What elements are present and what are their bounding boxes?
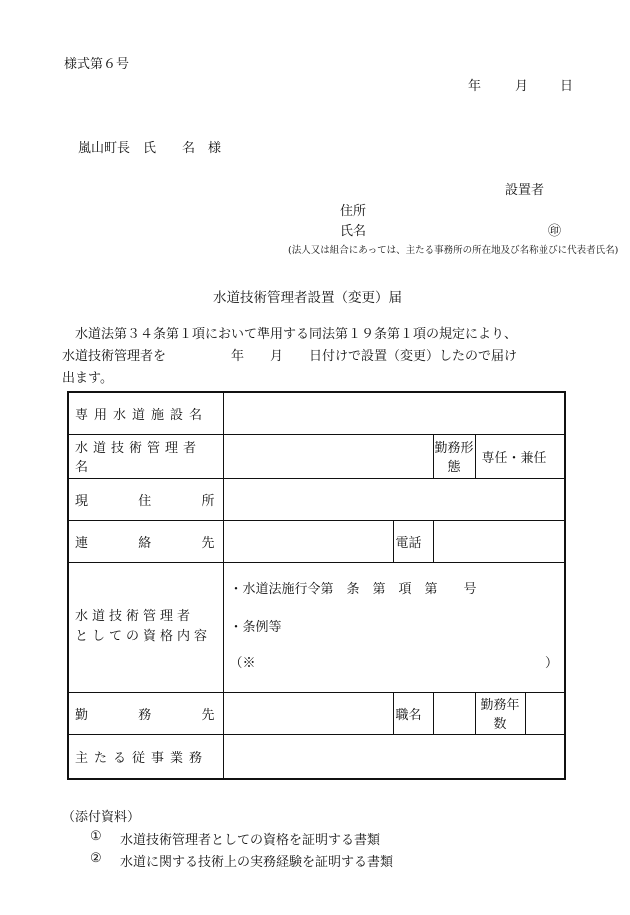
address-label: 住所 bbox=[340, 204, 367, 219]
label-address: 現 住 所 bbox=[68, 478, 223, 520]
label-main-duties: 主たる従事業務 bbox=[68, 734, 223, 779]
seal-mark: ㊞ bbox=[548, 224, 562, 239]
years-of-service-field[interactable] bbox=[525, 692, 565, 734]
label-facility-name: 専用水道施設名 bbox=[68, 392, 223, 434]
qualification-field[interactable] bbox=[223, 562, 565, 692]
attachment-num-2: ② bbox=[90, 851, 102, 866]
label-workplace: 勤 務 先 bbox=[68, 692, 223, 734]
contact-field[interactable] bbox=[223, 520, 393, 562]
body-line-3: 出ます。 bbox=[62, 371, 113, 386]
attachment-num-1: ① bbox=[90, 829, 102, 844]
address-field[interactable] bbox=[223, 478, 565, 520]
workplace-field[interactable] bbox=[223, 692, 393, 734]
applicant-role: 設置者 bbox=[505, 183, 545, 198]
qual-note-close: ） bbox=[545, 656, 559, 671]
addressee: 嵐山町長 氏 名 様 bbox=[78, 141, 222, 156]
body-line-2: 水道技術管理者を 年 月 日付けで設置（変更）したので届け bbox=[62, 349, 518, 364]
label-years-of-service: 勤務年数 bbox=[475, 692, 525, 734]
label-qualification: 水道技術管理者 としての資格内容 bbox=[68, 562, 223, 692]
qual-ordinance-line: ・条例等 bbox=[229, 620, 282, 635]
name-label: 氏名 bbox=[340, 224, 367, 239]
position-field[interactable] bbox=[433, 692, 475, 734]
date-day: 日 bbox=[560, 79, 574, 94]
label-work-form: 勤務形態 bbox=[433, 434, 475, 478]
label-contact: 連 絡 先 bbox=[68, 520, 223, 562]
attachment-text-2: 水道に関する技術上の実務経験を証明する書類 bbox=[120, 855, 394, 870]
form-number: 様式第６号 bbox=[64, 57, 130, 72]
qual-note-open: （※ bbox=[229, 656, 256, 671]
phone-field[interactable] bbox=[433, 520, 565, 562]
corporation-note: (法人又は組合にあっては、主たる事務所の所在地及び名称並びに代表者氏名) bbox=[288, 245, 619, 256]
body-line-1: 水道法第３４条第１項において準用する同法第１９条第１項の規定により、 bbox=[75, 327, 518, 342]
date-year: 年 bbox=[468, 79, 482, 94]
label-position: 職名 bbox=[393, 692, 433, 734]
date-month: 月 bbox=[515, 79, 529, 94]
work-form-value[interactable]: 専任・兼任 bbox=[475, 434, 565, 478]
document-title: 水道技術管理者設置（変更）届 bbox=[213, 290, 402, 306]
label-phone: 電話 bbox=[393, 520, 433, 562]
manager-name-field[interactable] bbox=[223, 434, 433, 478]
facility-name-field[interactable] bbox=[223, 392, 565, 434]
label-manager-name: 水道技術管理者名 bbox=[68, 434, 223, 478]
application-table bbox=[67, 391, 566, 780]
attachment-text-1: 水道技術管理者としての資格を証明する書類 bbox=[120, 833, 381, 848]
attachments-heading: （添付資料） bbox=[62, 810, 141, 825]
main-duties-field[interactable] bbox=[223, 734, 565, 779]
qual-order-line: ・水道法施行令第 条 第 項 第 号 bbox=[229, 582, 477, 597]
